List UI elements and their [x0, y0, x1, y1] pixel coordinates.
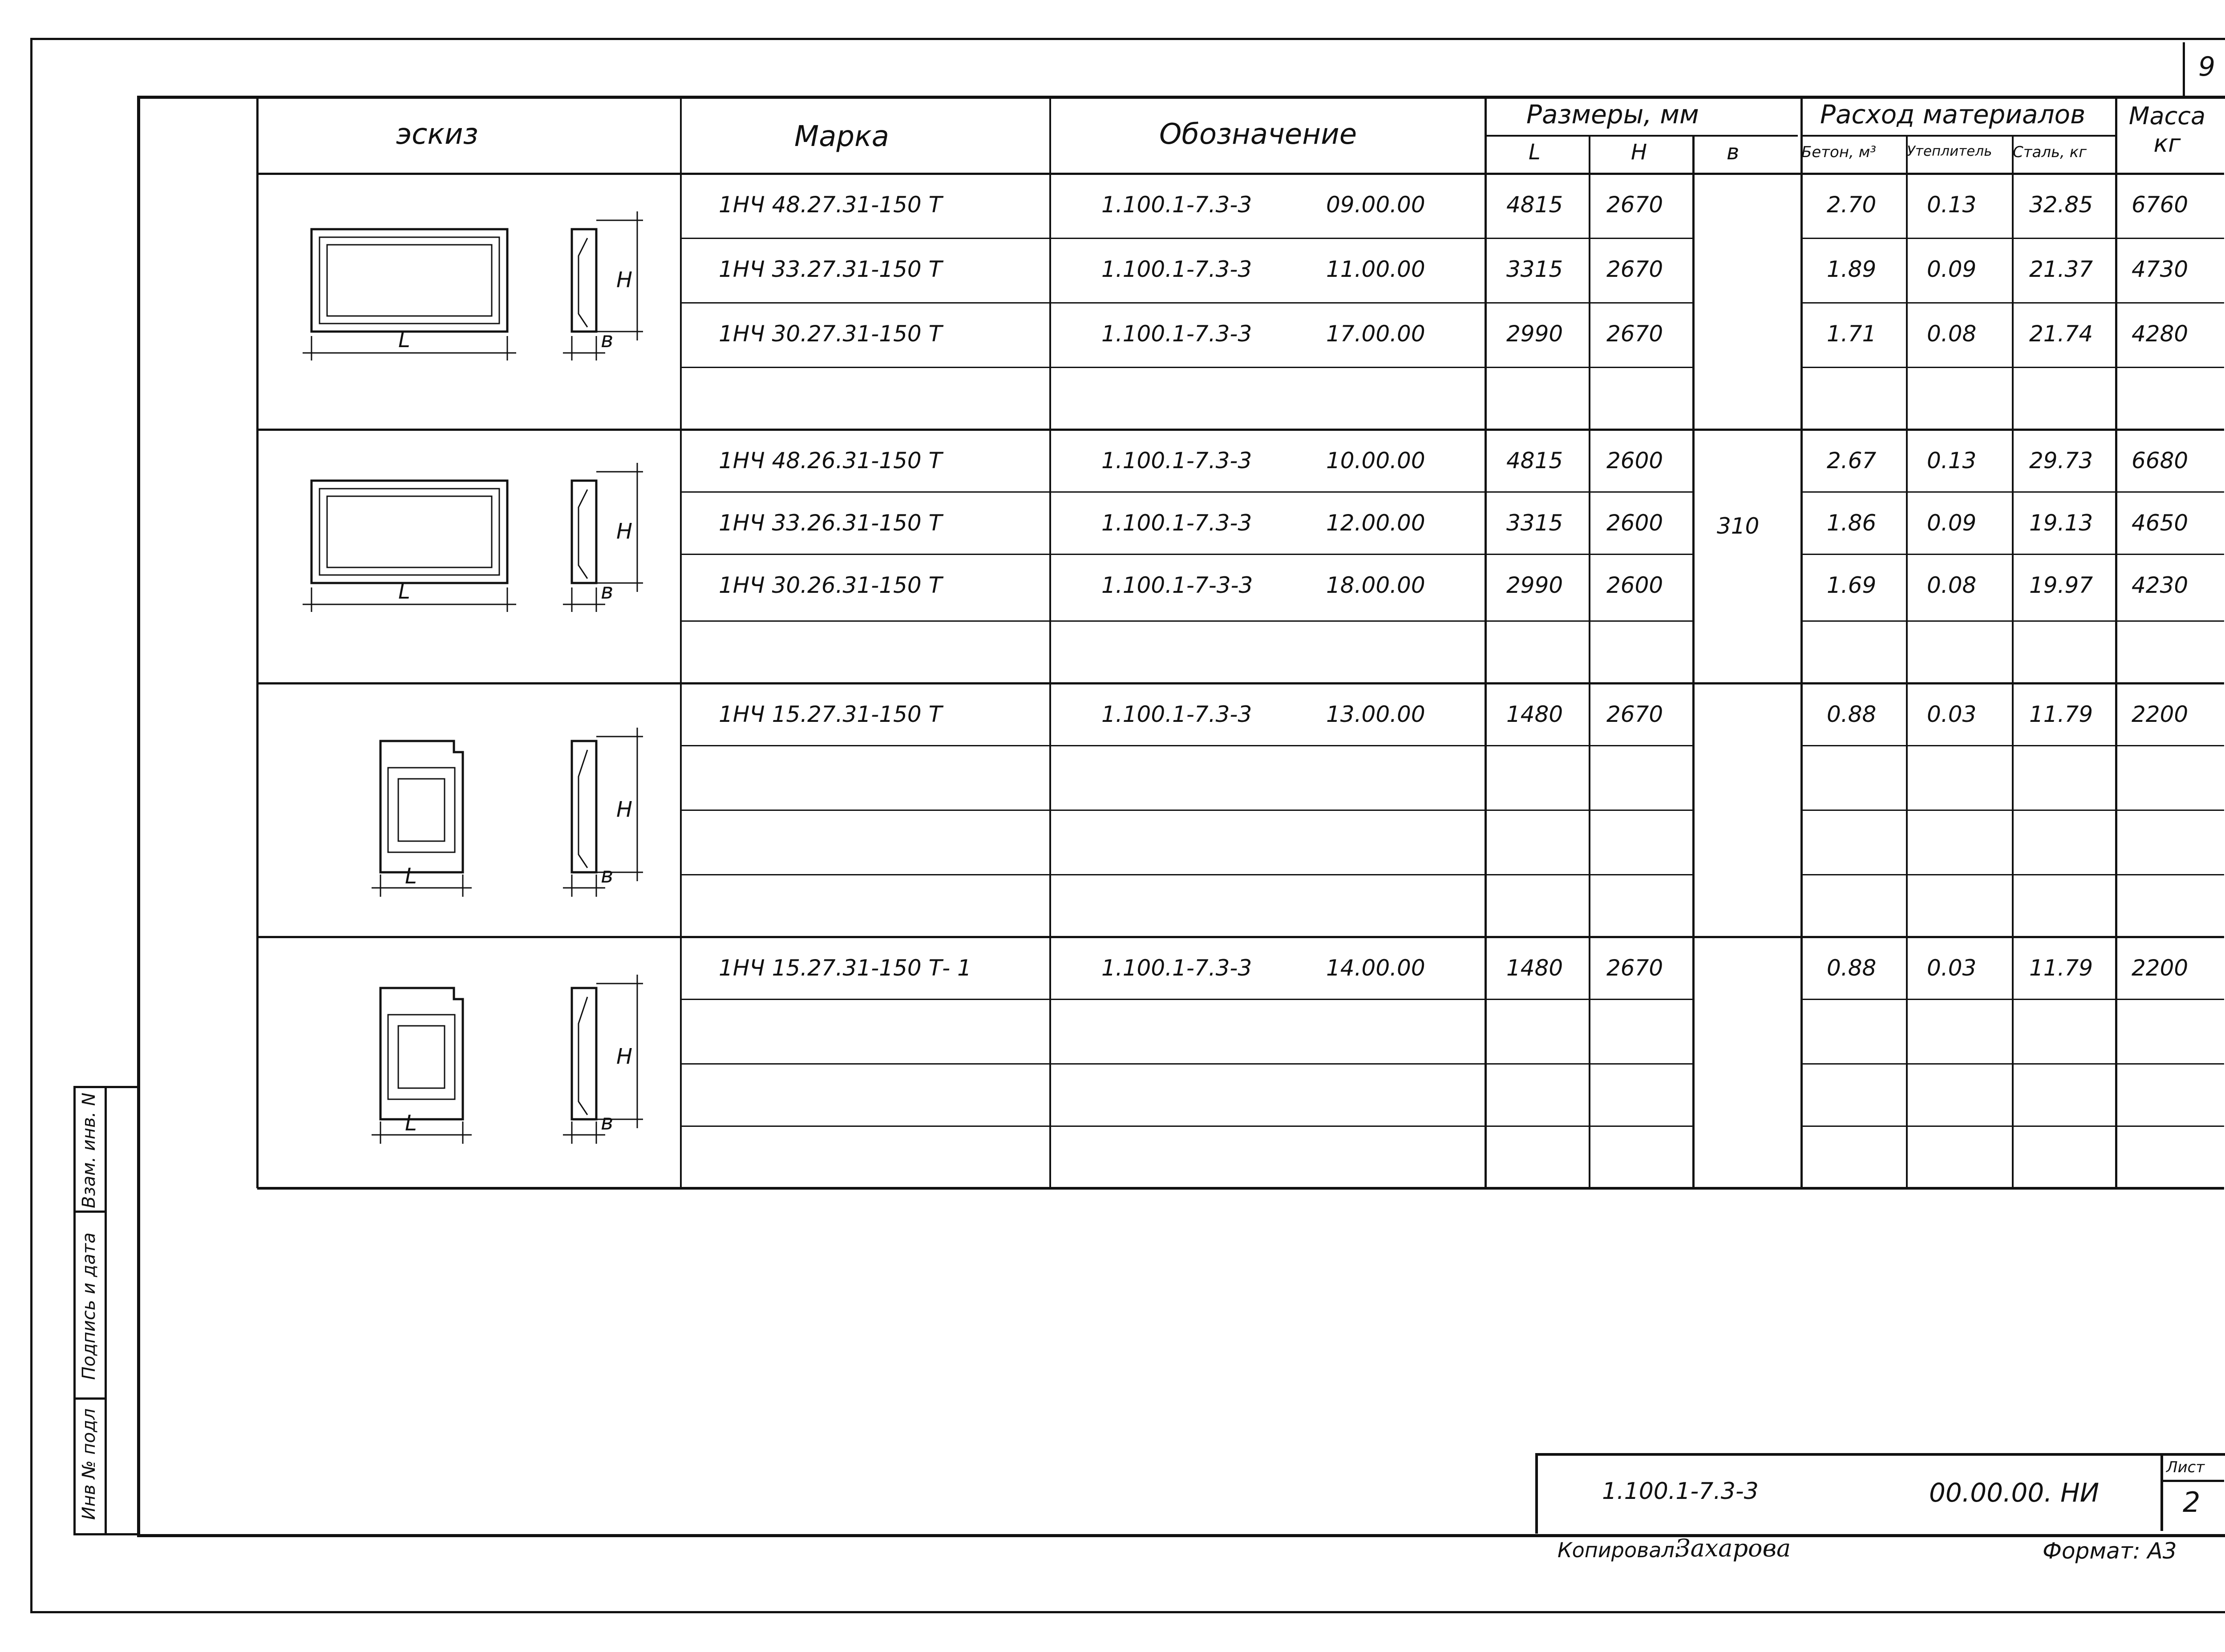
length-label: L: [405, 864, 417, 889]
header-dim-h: H: [1631, 140, 1647, 165]
cell-steel: 21.74: [2029, 321, 2093, 347]
title-block-code: 1.100.1-7.3-3: [1602, 1478, 1759, 1505]
title-block-sheet-label: Лист: [2166, 1458, 2205, 1476]
table-hline: [681, 620, 1693, 622]
cell-height: 2600: [1606, 572, 1663, 598]
cell-code: 1.100.1-7-3-3: [1101, 572, 1253, 598]
cell-concrete: 2.67: [1827, 448, 1877, 474]
title-block-divider: [2160, 1453, 2163, 1531]
height-label: H: [616, 797, 633, 822]
table-hline: [257, 173, 2224, 175]
side-stamp-col-divider: [105, 1086, 107, 1533]
table-vline: [1589, 136, 1590, 1188]
cell-steel: 29.73: [2029, 448, 2093, 474]
cell-number: 13.00.00: [1326, 701, 1425, 727]
cell-steel: 32.85: [2029, 192, 2093, 218]
format-label: Формат: А3: [2043, 1538, 2177, 1564]
header-concrete: Бетон, м³: [1801, 143, 1876, 161]
cell-mark: 1НЧ 33.27.31-150 Т: [719, 256, 943, 282]
signature-date-label: Подпись и дата: [79, 1232, 99, 1380]
cell-mark: 1НЧ 15.27.31-150 Т: [719, 701, 943, 727]
cell-mass: 2200: [2132, 701, 2189, 727]
table-hline: [681, 874, 1693, 875]
cell-mark: 1НЧ 30.27.31-150 Т: [719, 321, 943, 347]
cell-code: 1.100.1-7.3-3: [1101, 955, 1252, 981]
cell-code: 1.100.1-7.3-3: [1101, 321, 1252, 347]
length-label: L: [398, 579, 410, 604]
header-dim-b: в: [1727, 140, 1740, 165]
width-label: в: [601, 1110, 614, 1135]
table-hline: [681, 554, 1693, 555]
cell-steel: 21.37: [2029, 256, 2093, 282]
cell-concrete: 2.70: [1827, 192, 1877, 218]
cell-number: 09.00.00: [1326, 192, 1425, 218]
cell-code: 1.100.1-7.3-3: [1101, 510, 1252, 536]
table-hline: [681, 810, 1693, 811]
table-vline: [1049, 96, 1051, 1188]
width-label: в: [601, 579, 614, 604]
cell-code: 1.100.1-7.3-3: [1101, 448, 1252, 474]
cell-insulation: 0.03: [1927, 955, 1977, 981]
cell-insulation: 0.08: [1927, 572, 1977, 598]
cell-length: 4815: [1506, 448, 1563, 474]
cell-length: 2990: [1506, 572, 1563, 598]
header-insulation: Утеплитель: [1907, 143, 1992, 159]
cell-mass: 4230: [2132, 572, 2189, 598]
table-vline: [2115, 96, 2117, 1188]
cell-height: 2600: [1606, 510, 1663, 536]
cell-mass: 4730: [2132, 256, 2189, 282]
cell-number: 11.00.00: [1326, 256, 1425, 282]
table-hline: [257, 682, 2224, 684]
cell-concrete: 1.86: [1827, 510, 1877, 536]
inv-original-label: Инв № подл: [79, 1408, 99, 1520]
table-hline: [681, 999, 1693, 1000]
width-label: в: [601, 863, 614, 888]
table-hline: [257, 429, 2224, 431]
sheet-corner-number: 9: [2198, 51, 2216, 82]
cell-concrete: 1.89: [1827, 256, 1877, 282]
cell-height: 2670: [1606, 701, 1663, 727]
header-dimensions: Размеры, мм: [1526, 99, 1699, 130]
table-vline: [1692, 136, 1695, 1188]
table-vline: [256, 96, 259, 1188]
cell-number: 18.00.00: [1326, 572, 1425, 598]
cell-length: 1480: [1506, 955, 1563, 981]
cell-concrete: 0.88: [1827, 701, 1877, 727]
copier-signature: Захарова: [1675, 1534, 1791, 1562]
header-materials: Расход материалов: [1820, 99, 2086, 130]
replacement-inv-label: Взам. инв. N: [79, 1093, 99, 1208]
table-vline: [680, 96, 682, 1188]
cell-concrete: 1.69: [1827, 572, 1877, 598]
common-width-value: 310: [1717, 513, 1760, 539]
cell-code: 1.100.1-7.3-3: [1101, 192, 1252, 218]
cell-length: 2990: [1506, 321, 1563, 347]
table-vline: [2012, 136, 2014, 1188]
table-hline: [681, 1126, 1693, 1127]
cell-mark: 1НЧ 48.26.31-150 Т: [719, 448, 943, 474]
copied-by-label: Копировал:: [1558, 1538, 1682, 1562]
table-hline: [681, 302, 1693, 304]
cell-number: 12.00.00: [1326, 510, 1425, 536]
cell-mass: 4650: [2132, 510, 2189, 536]
table-hline: [1485, 135, 1798, 137]
length-label: L: [398, 328, 410, 352]
table-vline: [1485, 96, 1487, 1188]
cell-mark: 1НЧ 33.26.31-150 Т: [719, 510, 943, 536]
table-hline: [681, 1063, 1693, 1065]
side-stamp-divider: [73, 1211, 107, 1213]
table-hline: [681, 367, 1693, 368]
cell-length: 4815: [1506, 192, 1563, 218]
cell-concrete: 1.71: [1827, 321, 1877, 347]
cell-concrete: 0.88: [1827, 955, 1877, 981]
cell-mark: 1НЧ 48.27.31-150 Т: [719, 192, 943, 218]
cell-number: 10.00.00: [1326, 448, 1425, 474]
cell-insulation: 0.03: [1927, 701, 1977, 727]
cell-insulation: 0.09: [1927, 510, 1977, 536]
header-steel: Сталь, кг: [2013, 143, 2087, 161]
cell-number: 17.00.00: [1326, 321, 1425, 347]
height-label: H: [616, 267, 633, 292]
cell-mass: 2200: [2132, 955, 2189, 981]
header-mark: Марка: [794, 120, 889, 153]
cell-code: 1.100.1-7.3-3: [1101, 256, 1252, 282]
table-hline: [257, 1187, 2224, 1190]
cell-code: 1.100.1-7.3-3: [1101, 701, 1252, 727]
cell-steel: 19.97: [2029, 572, 2093, 598]
side-stamp-divider: [73, 1397, 107, 1400]
title-block-divider: [2160, 1480, 2224, 1482]
cell-mass: 6680: [2132, 448, 2189, 474]
cell-insulation: 0.13: [1927, 192, 1977, 218]
height-label: H: [616, 519, 633, 544]
cell-height: 2670: [1606, 321, 1663, 347]
cell-insulation: 0.08: [1927, 321, 1977, 347]
table-hline: [681, 491, 1693, 493]
cell-mass: 4280: [2132, 321, 2189, 347]
cell-height: 2670: [1606, 256, 1663, 282]
cell-height: 2600: [1606, 448, 1663, 474]
table-hline: [257, 936, 2224, 938]
cell-steel: 11.79: [2029, 701, 2093, 727]
title-block-doc: 00.00.00. НИ: [1929, 1478, 2100, 1508]
table-hline: [681, 745, 1693, 746]
cell-mark: 1НЧ 30.26.31-150 Т: [719, 572, 943, 598]
table-hline: [681, 238, 1693, 239]
cell-height: 2670: [1606, 955, 1663, 981]
table-hline: [1801, 135, 2116, 137]
cell-insulation: 0.13: [1927, 448, 1977, 474]
title-block-sheet-number: 2: [2183, 1486, 2201, 1518]
cell-height: 2670: [1606, 192, 1663, 218]
cell-steel: 19.13: [2029, 510, 2093, 536]
table-vline: [1906, 136, 1908, 1188]
table-vline: [1800, 96, 1803, 1188]
cell-steel: 11.79: [2029, 955, 2093, 981]
header-mass: Масса кг: [2128, 102, 2206, 158]
cell-mass: 6760: [2132, 192, 2189, 218]
cell-length: 1480: [1506, 701, 1563, 727]
cell-length: 3315: [1506, 256, 1563, 282]
width-label: в: [601, 328, 614, 352]
length-label: L: [405, 1111, 417, 1136]
height-label: H: [616, 1044, 633, 1069]
cell-insulation: 0.09: [1927, 256, 1977, 282]
cell-number: 14.00.00: [1326, 955, 1425, 981]
cell-mark: 1НЧ 15.27.31-150 Т- 1: [719, 955, 971, 981]
cell-length: 3315: [1506, 510, 1563, 536]
header-sketch: эскиз: [396, 118, 478, 151]
header-dim-l: L: [1529, 140, 1541, 165]
drawing-frame: [137, 96, 2225, 1537]
header-designation: Обозначение: [1159, 118, 1357, 151]
